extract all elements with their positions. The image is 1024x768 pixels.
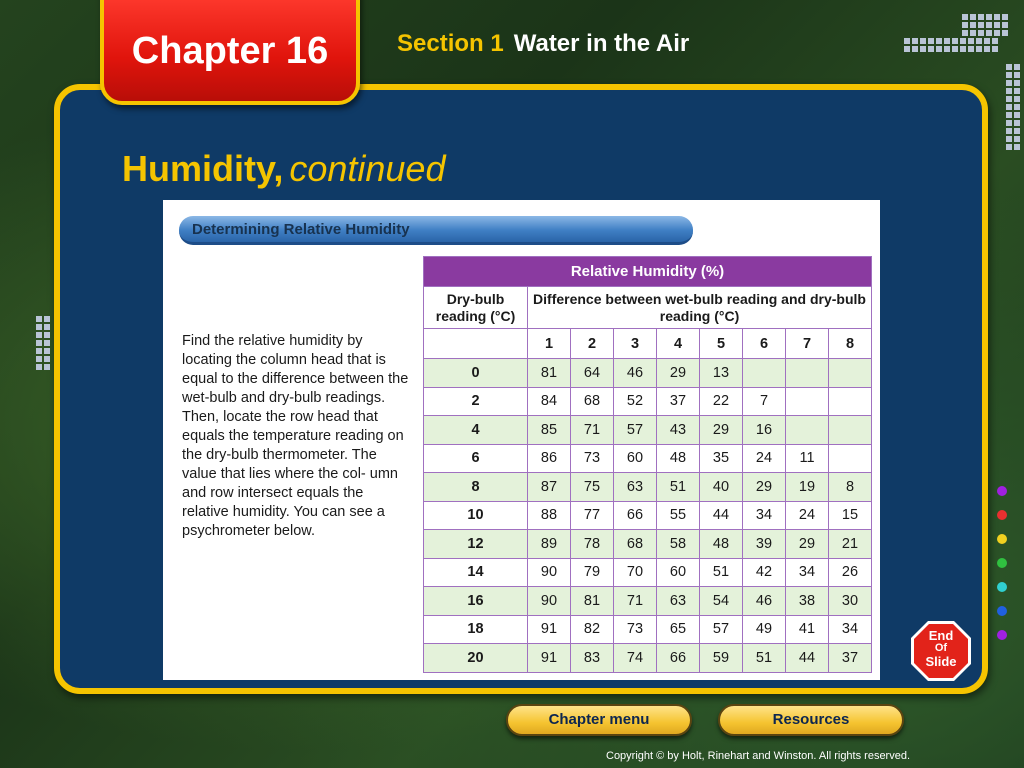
humidity-cell: 44 — [786, 644, 829, 673]
difference-header-row — [424, 329, 872, 359]
figure-banner-title: Determining Relative Humidity — [192, 221, 410, 238]
humidity-cell: 77 — [571, 501, 614, 530]
row-header-label: Dry-bulb reading (°C) — [424, 287, 528, 329]
humidity-cell: 24 — [786, 501, 829, 530]
table-row — [424, 473, 872, 502]
humidity-cell: 71 — [614, 587, 657, 616]
humidity-cell: 43 — [657, 416, 700, 445]
humidity-cell: 60 — [614, 444, 657, 473]
table-row — [424, 387, 872, 416]
difference-header-cell: 5 — [700, 329, 743, 359]
humidity-cell: 71 — [571, 416, 614, 445]
end-slide-line3: Slide — [925, 654, 957, 669]
humidity-cell: 83 — [571, 644, 614, 673]
dry-bulb-row-head: 0 — [424, 359, 528, 388]
humidity-cell: 64 — [571, 359, 614, 388]
humidity-cell — [829, 416, 872, 445]
end-of-slide-button[interactable] — [909, 619, 973, 683]
dry-bulb-row-head: 10 — [424, 501, 528, 530]
difference-header-blank — [424, 329, 528, 359]
difference-header-cell: 4 — [657, 329, 700, 359]
chapter-label: Chapter 16 — [131, 30, 329, 72]
humidity-cell — [829, 444, 872, 473]
humidity-cell: 29 — [700, 416, 743, 445]
slide-title-main: Humidity, — [122, 148, 284, 189]
humidity-cell: 66 — [657, 644, 700, 673]
table-row — [424, 644, 872, 673]
decorative-dot-grid-top — [962, 14, 1008, 36]
humidity-cell: 35 — [700, 444, 743, 473]
humidity-cell: 85 — [528, 416, 571, 445]
humidity-cell: 68 — [571, 387, 614, 416]
humidity-cell: 73 — [614, 615, 657, 644]
table-row — [424, 444, 872, 473]
table-row — [424, 587, 872, 616]
nav-dot[interactable] — [997, 558, 1007, 568]
humidity-cell: 46 — [614, 359, 657, 388]
dry-bulb-row-head: 2 — [424, 387, 528, 416]
humidity-cell: 46 — [743, 587, 786, 616]
humidity-cell: 68 — [614, 530, 657, 559]
humidity-cell: 51 — [700, 558, 743, 587]
humidity-cell: 37 — [657, 387, 700, 416]
difference-header-cell: 8 — [829, 329, 872, 359]
humidity-cell: 51 — [657, 473, 700, 502]
dry-bulb-row-head: 20 — [424, 644, 528, 673]
difference-header-cell: 1 — [528, 329, 571, 359]
humidity-cell: 54 — [700, 587, 743, 616]
chapter-tab[interactable] — [100, 0, 360, 105]
nav-dot[interactable] — [997, 606, 1007, 616]
humidity-cell: 52 — [614, 387, 657, 416]
humidity-cell: 65 — [657, 615, 700, 644]
table-row — [424, 530, 872, 559]
humidity-cell: 70 — [614, 558, 657, 587]
table-row — [424, 558, 872, 587]
humidity-cell: 48 — [657, 444, 700, 473]
humidity-cell: 11 — [786, 444, 829, 473]
humidity-cell: 88 — [528, 501, 571, 530]
humidity-cell: 30 — [829, 587, 872, 616]
humidity-cell — [829, 387, 872, 416]
humidity-cell: 38 — [786, 587, 829, 616]
humidity-cell: 55 — [657, 501, 700, 530]
decorative-dot-grid-header — [904, 38, 998, 52]
humidity-cell: 29 — [657, 359, 700, 388]
nav-dot[interactable] — [997, 510, 1007, 520]
difference-header-cell: 3 — [614, 329, 657, 359]
humidity-cell: 42 — [743, 558, 786, 587]
dry-bulb-row-head: 6 — [424, 444, 528, 473]
dry-bulb-row-head: 18 — [424, 615, 528, 644]
nav-dot[interactable] — [997, 582, 1007, 592]
table-caption: Relative Humidity (%) — [424, 257, 872, 287]
difference-header-cell: 6 — [743, 329, 786, 359]
humidity-cell: 57 — [700, 615, 743, 644]
humidity-cell — [786, 359, 829, 388]
difference-header-cell: 2 — [571, 329, 614, 359]
humidity-cell: 51 — [743, 644, 786, 673]
humidity-cell: 74 — [614, 644, 657, 673]
humidity-cell: 7 — [743, 387, 786, 416]
nav-dot[interactable] — [997, 630, 1007, 640]
humidity-cell: 58 — [657, 530, 700, 559]
column-group-label: Difference between wet-bulb reading and dry-bulb reading (°C) — [528, 287, 872, 329]
humidity-cell: 90 — [528, 558, 571, 587]
humidity-cell: 90 — [528, 587, 571, 616]
humidity-cell: 59 — [700, 644, 743, 673]
humidity-cell: 37 — [829, 644, 872, 673]
relative-humidity-table — [423, 256, 872, 673]
humidity-cell: 73 — [571, 444, 614, 473]
humidity-cell — [829, 359, 872, 388]
humidity-cell: 41 — [786, 615, 829, 644]
decorative-dot-grid-left — [36, 316, 50, 370]
difference-header-cell: 7 — [786, 329, 829, 359]
slide-title — [122, 148, 445, 190]
humidity-cell: 60 — [657, 558, 700, 587]
humidity-cell: 48 — [700, 530, 743, 559]
humidity-cell: 29 — [743, 473, 786, 502]
humidity-cell: 79 — [571, 558, 614, 587]
humidity-cell: 22 — [700, 387, 743, 416]
dry-bulb-row-head: 8 — [424, 473, 528, 502]
humidity-cell: 81 — [528, 359, 571, 388]
humidity-cell: 39 — [743, 530, 786, 559]
humidity-cell — [743, 359, 786, 388]
humidity-cell: 75 — [571, 473, 614, 502]
humidity-cell: 8 — [829, 473, 872, 502]
chapter-menu-button[interactable]: Chapter menu — [506, 704, 692, 736]
humidity-cell: 16 — [743, 416, 786, 445]
section-title: Water in the Air — [513, 30, 690, 57]
instructions-text: Find the relative humidity by locating the column head that is equal to the difference between the wet-bulb and dry-bulb readings. Then, locate the row head that equals the temperature reading on the dry-bulb thermometer. The value that lies where the col- umn and row intersect equals the relative humidity. You can see a psychrometer below. — [182, 333, 409, 539]
slide-title-sub: continued — [289, 148, 446, 189]
humidity-cell: 34 — [743, 501, 786, 530]
copyright-notice: Copyright © by Holt, Rinehart and Winston. All rights reserved. — [606, 750, 911, 762]
humidity-cell: 19 — [786, 473, 829, 502]
resources-button[interactable]: Resources — [718, 704, 904, 736]
humidity-cell: 84 — [528, 387, 571, 416]
humidity-cell: 63 — [614, 473, 657, 502]
humidity-cell: 91 — [528, 644, 571, 673]
humidity-cell: 49 — [743, 615, 786, 644]
nav-dot[interactable] — [997, 534, 1007, 544]
humidity-cell: 34 — [786, 558, 829, 587]
table-row — [424, 615, 872, 644]
humidity-cell — [786, 416, 829, 445]
humidity-cell: 78 — [571, 530, 614, 559]
table-row — [424, 501, 872, 530]
humidity-cell: 89 — [528, 530, 571, 559]
figure-banner — [179, 216, 693, 245]
humidity-cell: 26 — [829, 558, 872, 587]
table-row — [424, 359, 872, 388]
humidity-cell: 24 — [743, 444, 786, 473]
humidity-cell: 29 — [786, 530, 829, 559]
section-number: Section 1 — [397, 30, 504, 57]
humidity-cell: 15 — [829, 501, 872, 530]
humidity-cell: 81 — [571, 587, 614, 616]
section-header — [397, 30, 689, 58]
dry-bulb-row-head: 12 — [424, 530, 528, 559]
decorative-dot-grid-right — [1006, 64, 1020, 150]
humidity-cell — [786, 387, 829, 416]
dry-bulb-row-head: 14 — [424, 558, 528, 587]
end-slide-line2: Of — [934, 642, 948, 654]
humidity-cell: 13 — [700, 359, 743, 388]
dry-bulb-row-head: 4 — [424, 416, 528, 445]
nav-dot[interactable] — [997, 486, 1007, 496]
table-row — [424, 416, 872, 445]
humidity-cell: 86 — [528, 444, 571, 473]
humidity-cell: 66 — [614, 501, 657, 530]
humidity-cell: 44 — [700, 501, 743, 530]
dry-bulb-row-head: 16 — [424, 587, 528, 616]
humidity-cell: 87 — [528, 473, 571, 502]
humidity-cell: 82 — [571, 615, 614, 644]
end-slide-label — [909, 629, 973, 668]
end-slide-line1: End — [928, 628, 954, 643]
humidity-cell: 91 — [528, 615, 571, 644]
navigation-dots — [997, 486, 1011, 654]
humidity-cell: 34 — [829, 615, 872, 644]
humidity-cell: 63 — [657, 587, 700, 616]
humidity-cell: 40 — [700, 473, 743, 502]
humidity-cell: 21 — [829, 530, 872, 559]
humidity-figure — [163, 200, 880, 680]
humidity-cell: 57 — [614, 416, 657, 445]
